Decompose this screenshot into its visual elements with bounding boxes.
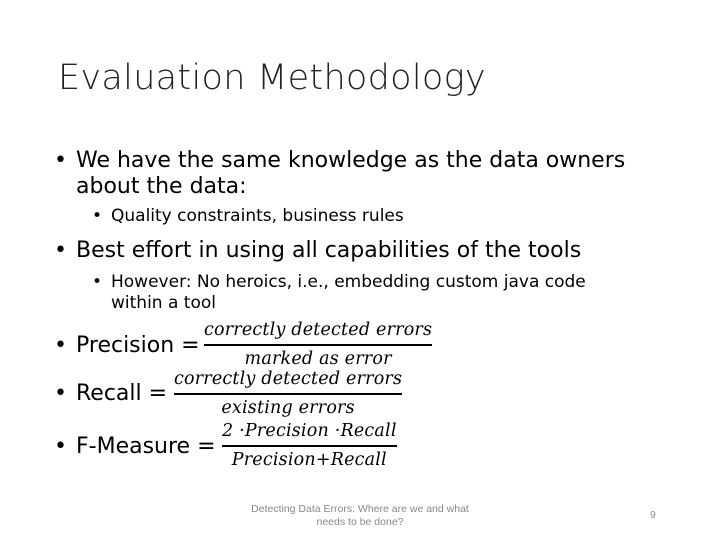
bullet-dot: • (54, 148, 67, 173)
fmeasure-label: F-Measure = (76, 434, 216, 459)
fraction-bar (174, 393, 402, 395)
sub-bullet-dot: • (92, 206, 103, 226)
precision-numerator: correctly detected errors (204, 320, 433, 340)
fmeasure-numerator: 2 ·Precision ·Recall (222, 421, 397, 441)
bullet-dot: • (54, 333, 67, 358)
sub-bullet-text-line1: However: No heroics, i.e., embedding custom java code (111, 272, 586, 292)
precision-label: Precision = (76, 333, 200, 358)
bullet-knowledge (54, 148, 626, 200)
bullet-recall (54, 381, 168, 407)
bullet-dot: • (54, 381, 67, 406)
bullet-text-line2: about the data: (76, 174, 247, 199)
bullet-precision (54, 333, 200, 359)
bullet-text-line1: Best effort in using all capabilities of the tools (76, 238, 582, 263)
fraction-bar (222, 445, 397, 447)
recall-numerator: correctly detected errors (174, 369, 403, 389)
bullet-best-effort (54, 238, 582, 264)
bullet-dot: • (54, 434, 67, 459)
bullet-fmeasure (54, 434, 216, 460)
page-number: 9 (650, 509, 656, 521)
fraction-bar (204, 344, 432, 346)
recall-label: Recall = (76, 381, 168, 406)
sub-bullet-text: Quality constraints, business rules (111, 206, 404, 226)
precision-denominator: marked as error (244, 349, 392, 369)
sub-bullet-constraints (92, 206, 404, 227)
sub-bullet-dot: • (92, 272, 103, 292)
sub-bullet-text-line2: within a tool (111, 293, 216, 313)
bullet-dot: • (54, 238, 67, 263)
slide-title: Evaluation Methodology (58, 58, 486, 98)
recall-fraction (174, 369, 402, 418)
slide-footer: Detecting Data Errors: Where are we and what needs to be done? (251, 503, 469, 528)
recall-denominator: existing errors (221, 398, 355, 418)
fmeasure-fraction (222, 421, 397, 470)
fmeasure-denominator: Precision+Recall (231, 450, 387, 470)
sub-bullet-no-heroics (92, 272, 586, 314)
precision-fraction (204, 320, 432, 369)
bullet-text-line1: We have the same knowledge as the data owners (76, 148, 626, 173)
